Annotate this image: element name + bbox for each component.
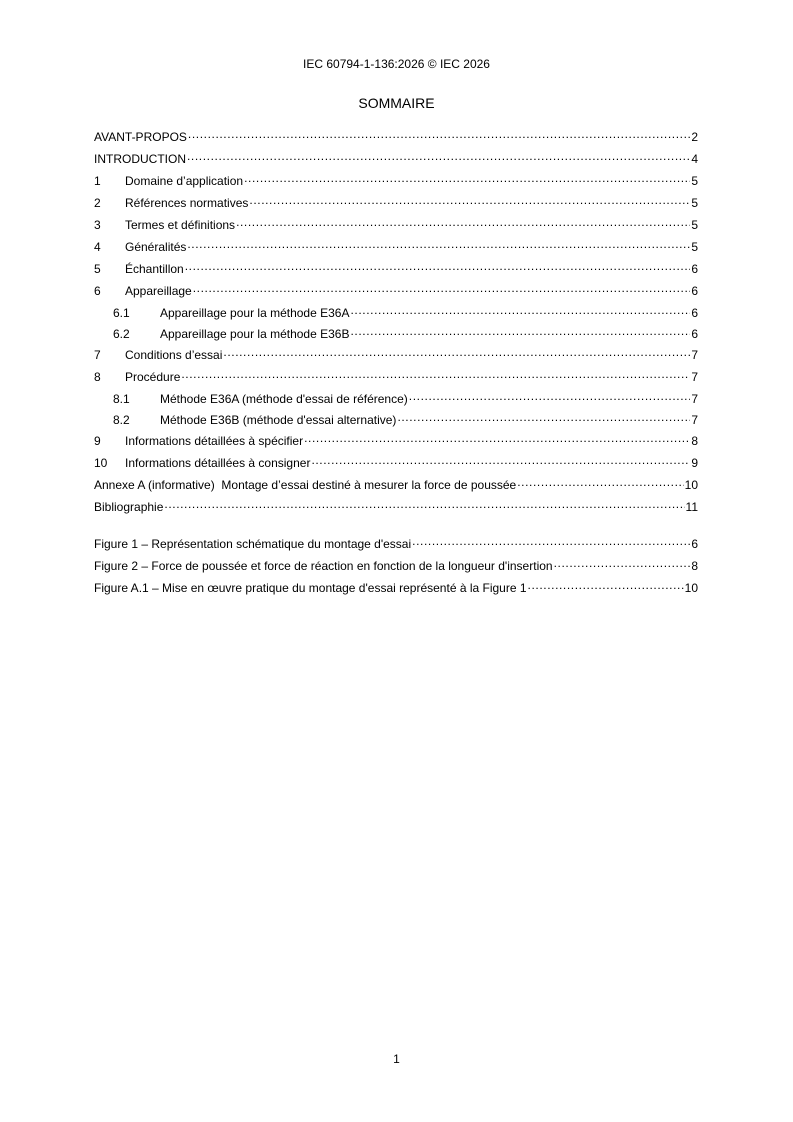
toc-leader: [244, 171, 690, 185]
toc-entry[interactable]: [94, 126, 698, 148]
toc-entry-label: INTRODUCTION: [94, 152, 186, 166]
toc-entry-number: 10: [94, 456, 108, 470]
toc-leader: [181, 367, 690, 381]
toc-entry[interactable]: [94, 430, 698, 452]
toc-entry-page: 5: [691, 218, 698, 232]
toc-entry-label: Informations détaillées à spécifier: [125, 434, 304, 448]
toc-entry-page: 6: [691, 262, 698, 276]
toc-leader: [188, 127, 690, 141]
list-of-figures: [94, 533, 698, 599]
toc-entry-label: Échantillon: [125, 262, 184, 276]
toc-leader: [554, 556, 691, 570]
toc-entry-page: 4: [691, 152, 698, 166]
toc-subentry[interactable]: [94, 388, 698, 409]
toc-entry-label: Domaine d’application: [125, 174, 244, 188]
figure-entry-page: 8: [691, 559, 698, 573]
toc-entry-number: 8: [94, 370, 101, 384]
toc-entry-page: 8: [691, 434, 698, 448]
toc-entry-page: 2: [691, 130, 698, 144]
document-header: IEC 60794-1-136:2026 © IEC 2026: [303, 57, 490, 71]
toc-entry-label: Conditions d’essai: [125, 348, 223, 362]
toc-entry[interactable]: [94, 280, 698, 302]
toc-entry-page: 5: [691, 240, 698, 254]
figure-entry-page: 10: [684, 581, 698, 595]
toc-entry-number: 8.1: [113, 392, 130, 406]
toc-entry-number: 6: [94, 284, 101, 298]
figure-entry-label: Figure A.1 – Mise en œuvre pratique du montage d'essai représenté à la Figure 1: [94, 581, 527, 595]
toc-entry-label: Méthode E36A (méthode d'essai de référence): [160, 392, 408, 406]
toc-entry-label: Termes et définitions: [125, 218, 236, 232]
toc-leader: [517, 475, 683, 489]
page-title: SOMMAIRE: [358, 95, 435, 111]
toc-entry-number: 4: [94, 240, 101, 254]
toc-leader: [193, 281, 691, 295]
toc-leader: [397, 410, 690, 424]
figure-entry[interactable]: [94, 533, 698, 555]
toc-leader: [249, 193, 690, 207]
toc-entry-number: 2: [94, 196, 101, 210]
toc-entry-label: Bibliographie: [94, 500, 164, 514]
toc-entry[interactable]: [94, 344, 698, 366]
toc-subentry[interactable]: [94, 409, 698, 430]
toc-entry-page: 9: [691, 456, 698, 470]
toc-leader: [187, 237, 690, 251]
figure-entry-label: Figure 1 – Représentation schématique du montage d'essai: [94, 537, 412, 551]
figure-entry-label: Figure 2 – Force de poussée et force de réaction en fonction de la longueur d'insertion: [94, 559, 553, 573]
toc-entry-label: AVANT-PROPOS: [94, 130, 187, 144]
toc-entry-page: 5: [691, 174, 698, 188]
toc-entry-page: 6: [691, 284, 698, 298]
toc-leader: [236, 215, 690, 229]
toc-leader: [164, 497, 684, 511]
figure-entry[interactable]: [94, 555, 698, 577]
toc-entry-page: 7: [691, 413, 698, 427]
toc-entry-label: Appareillage pour la méthode E36B: [160, 327, 350, 341]
toc-leader: [185, 259, 691, 273]
toc-entry-number: 9: [94, 434, 101, 448]
toc-subentry[interactable]: [94, 323, 698, 344]
toc-entry[interactable]: [94, 236, 698, 258]
toc-leader: [528, 578, 684, 592]
toc-leader: [223, 345, 690, 359]
toc-entry-label: Appareillage pour la méthode E36A: [160, 306, 350, 320]
toc-leader: [350, 303, 690, 317]
figure-entry-page: 6: [691, 537, 698, 551]
toc-entry[interactable]: [94, 214, 698, 236]
toc-entry-page: 5: [691, 196, 698, 210]
toc-entry-number: 5: [94, 262, 101, 276]
toc-subentry[interactable]: [94, 302, 698, 323]
toc-entry-label: Informations détaillées à consigner: [125, 456, 311, 470]
toc-leader: [409, 389, 691, 403]
toc-leader: [350, 324, 690, 338]
toc-entry-page: 7: [691, 348, 698, 362]
toc-entry[interactable]: [94, 258, 698, 280]
toc-leader: [311, 453, 690, 467]
toc-entry-number: 7: [94, 348, 101, 362]
toc-entry[interactable]: [94, 170, 698, 192]
toc-entry-page: 7: [691, 392, 698, 406]
toc-entry[interactable]: [94, 496, 698, 518]
toc-entry[interactable]: [94, 366, 698, 388]
toc-entry-page: 10: [684, 478, 698, 492]
toc-entry[interactable]: [94, 452, 698, 474]
toc-entry[interactable]: [94, 192, 698, 214]
toc-entry-number: 8.2: [113, 413, 130, 427]
toc-entry-page: 7: [691, 370, 698, 384]
toc-entry-page: 6: [691, 306, 698, 320]
toc-leader: [304, 431, 690, 445]
toc-entry-number: 6.1: [113, 306, 130, 320]
table-of-contents: [94, 126, 698, 518]
toc-entry-label: Références normatives: [125, 196, 249, 210]
toc-leader: [412, 534, 690, 548]
toc-entry-page: 11: [685, 500, 698, 514]
toc-entry-label: Méthode E36B (méthode d'essai alternative): [160, 413, 397, 427]
toc-entry-page: 6: [691, 327, 698, 341]
toc-entry[interactable]: [94, 474, 698, 496]
toc-leader: [187, 149, 690, 163]
figure-entry[interactable]: [94, 577, 698, 599]
toc-entry-number: 6.2: [113, 327, 130, 341]
toc-entry-number: 1: [94, 174, 101, 188]
toc-entry-label: Généralités: [125, 240, 187, 254]
page-number: 1: [393, 1052, 400, 1066]
toc-entry-number: 3: [94, 218, 101, 232]
toc-entry-label: Appareillage: [125, 284, 192, 298]
toc-entry-label: Annexe A (informative) Montage d’essai destiné à mesurer la force de poussée: [94, 478, 517, 492]
toc-entry[interactable]: [94, 148, 698, 170]
toc-entry-label: Procédure: [125, 370, 181, 384]
